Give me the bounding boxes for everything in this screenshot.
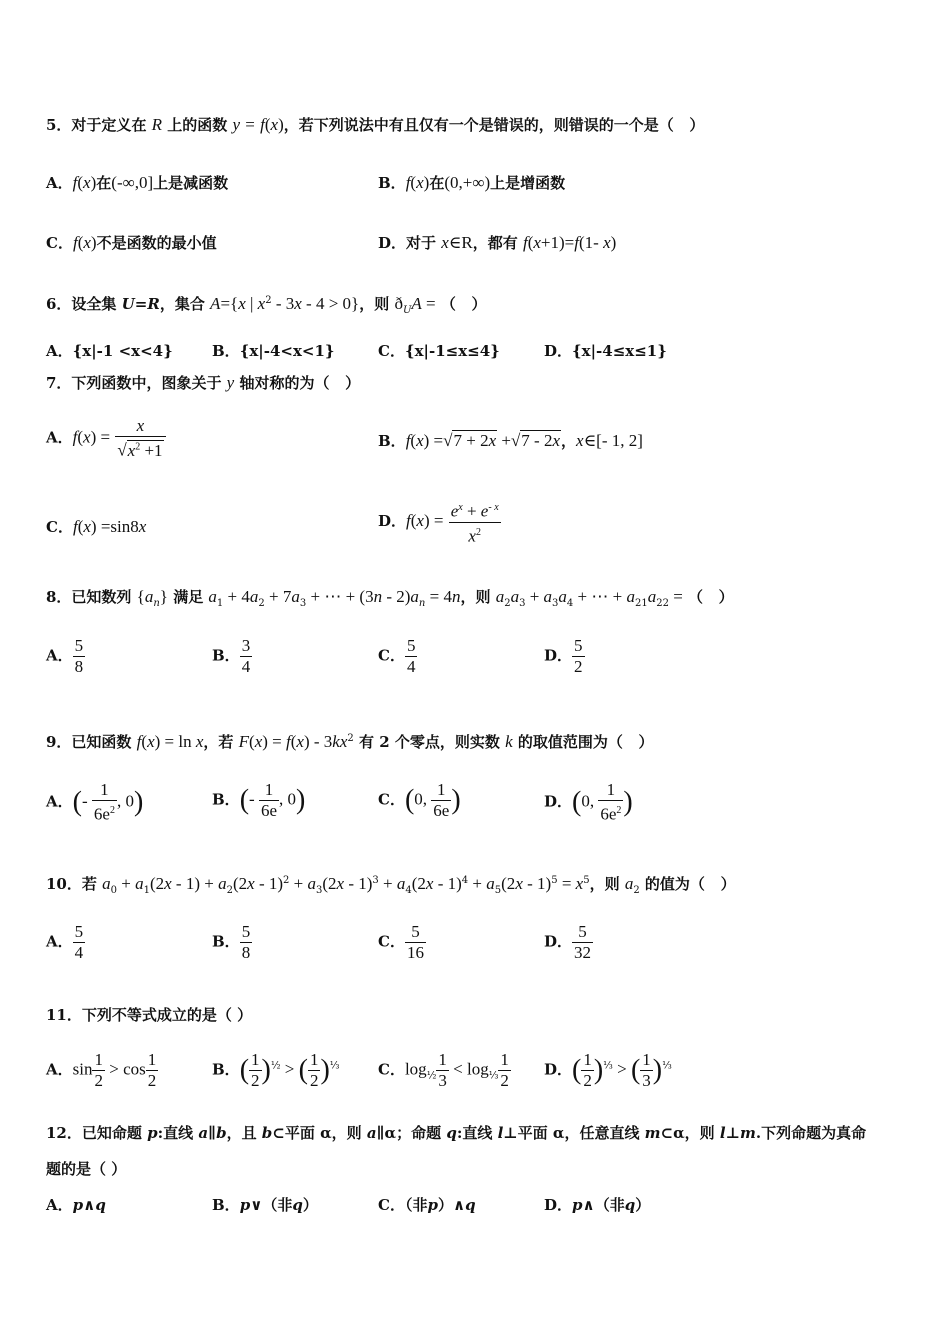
question-12-stem-line2 — [46, 1158, 126, 1180]
question-11-stem — [46, 1004, 252, 1026]
q11-option-b[interactable]: B．( $\frac{1}{2}$ )$^{\frac{1}{2}}$ > ( $\frac{1}{2}$ )$^{\frac{1}{3}}$ — [212, 1050, 340, 1090]
q6-option-b-label: B． — [212, 342, 240, 360]
q8-option-c[interactable]: C． $\frac{5}{4}$ — [378, 636, 416, 676]
q9-option-a[interactable]: A．(- $\frac{1}{6e^2}$ , 0) — [46, 780, 144, 824]
q10-option-a[interactable]: A． $\frac{5}{4}$ — [46, 922, 84, 962]
q6-option-d-text: {x|-4≤x≤1} — [572, 342, 667, 360]
q7-option-c[interactable]: C．f(x) =sin8x — [46, 517, 147, 536]
q12-option-d[interactable]: D．p∧（非q） — [544, 1196, 651, 1214]
q10-option-c[interactable]: C． $\frac{5}{16}$ — [378, 922, 424, 962]
q6-option-b[interactable] — [212, 340, 335, 362]
question-12-stem-line1: 12．已知命题 p:直线 a∥b，且 b⊂平面 α，则 a∥α；命题 q:直线 l⊥平面 α，任意直线 m⊂α，则 l⊥m.下列命题为真命 — [46, 1124, 867, 1142]
q12-stem-line2-text: 题的是（ ） — [46, 1160, 127, 1178]
question-10-stem: 10．若 $a_0 + a_1(2x - 1) + a_2(2x - 1)^2 + a_3(2x - 1)^3 + a_4(2x - 1)^4 + a_5(2x - 1)^5 = x^5$，则 $a_2$ 的值为（ ） — [46, 874, 736, 896]
q10-option-d[interactable]: D． $\frac{5}{32}$ — [544, 922, 592, 962]
q11-stem-text: 11．下列不等式成立的是（ ） — [46, 1006, 253, 1024]
q6-option-c-text: {x|-1≤x≤4} — [404, 342, 500, 360]
q9-option-b[interactable]: B．(- $\frac{1}{6e}$ , 0) — [212, 780, 306, 820]
question-9-stem: 9．已知函数 f(x) = ln x，若 $F(x) = f(x) - 3kx^2$ 有 2 个零点，则实数 k 的取值范围为（ ） — [46, 732, 654, 751]
q6-option-d-label: D． — [544, 342, 573, 360]
q5-option-b[interactable]: B．f(x)在(0,+∞)上是增函数 — [378, 173, 566, 192]
question-6-stem: 6．设全集 U=R，集合 A={x | $x^2 - 3x - 4 > 0$}，则 $ð_UA$ = （ ） — [46, 294, 487, 316]
q12-option-a[interactable]: A．p∧q — [46, 1196, 106, 1214]
q6-option-b-text: {x|-4<x<1} — [239, 342, 335, 360]
q8-option-a[interactable]: A． $\frac{5}{8}$ — [46, 636, 84, 676]
q5-option-a[interactable]: A．f(x)在(-∞,0]上是减函数 — [46, 173, 229, 192]
q11-option-d[interactable]: D．( $\frac{1}{2}$ )$^{\frac{1}{3}}$ > ( $\frac{1}{3}$ )$^{\frac{1}{3}}$ — [544, 1050, 672, 1090]
q8-option-d[interactable]: D． $\frac{5}{2}$ — [544, 636, 583, 676]
q6-option-c[interactable] — [378, 340, 500, 362]
q7-option-a[interactable]: A．f(x) = $\frac{x}{√x^2 +1}$ — [46, 416, 166, 461]
q11-option-a[interactable]: A．sin $\frac{1}{2}$ > cos $\frac{1}{2}$ — [46, 1050, 157, 1090]
q11-option-c[interactable]: C．$\log_{\frac{1}{2}}$ $\frac{1}{3}$ < $\log_{\frac{1}{3}}$ $\frac{1}{2}$ — [378, 1050, 509, 1090]
q6-option-d[interactable] — [544, 340, 667, 362]
q10-option-b[interactable]: B． $\frac{5}{8}$ — [212, 922, 251, 962]
question-7-stem: 7．下列函数中，图象关于 y 轴对称的为（ ） — [46, 373, 361, 392]
q6-option-c-label: C． — [378, 342, 405, 360]
q7-option-d[interactable]: D．f(x) = $\frac{e^x + e^{- x}}{x^2}$ — [378, 498, 501, 546]
question-8-stem: 8．已知数列 $\{a_n\}$ 满足 $a_1 + 4a_2 + 7a_3$ + ⋯ + $(3n - 2)a_n = 4n$，则 $a_2a_3 + a_3a_4$ + ⋯ + $a_{21}a_{22}$ = （ ） — [46, 587, 734, 609]
q9-option-c[interactable]: C．(0, $\frac{1}{6e}$ ) — [378, 780, 461, 820]
q8-option-b[interactable]: B． $\frac{3}{4}$ — [212, 636, 251, 676]
q12-option-c[interactable]: C．（非p）∧q — [378, 1196, 476, 1214]
question-5-stem: 5．对于定义在 R 上的函数 y = f(x)，若下列说法中有且仅有一个是错误的，则错误的一个是（ ） — [46, 115, 705, 134]
q6-option-a[interactable] — [46, 340, 173, 362]
q9-option-d[interactable]: D．(0, $\frac{1}{6e^2}$ ) — [544, 780, 633, 824]
q7-option-b[interactable]: B．f(x) =√7 + 2x +√7 - 2x，x∈[- 1, 2] — [378, 431, 643, 450]
q5-option-d[interactable]: D．对于 x∈R，都有 f(x+1)=f(1- x) — [378, 233, 617, 252]
q12-option-b[interactable]: B．p∨（非q） — [212, 1196, 318, 1214]
q6-option-a-label: A． — [46, 342, 73, 360]
q5-option-c[interactable]: C．f(x)不是函数的最小值 — [46, 233, 217, 252]
q6-option-a-text: {x|-1 <x<4} — [72, 342, 173, 360]
